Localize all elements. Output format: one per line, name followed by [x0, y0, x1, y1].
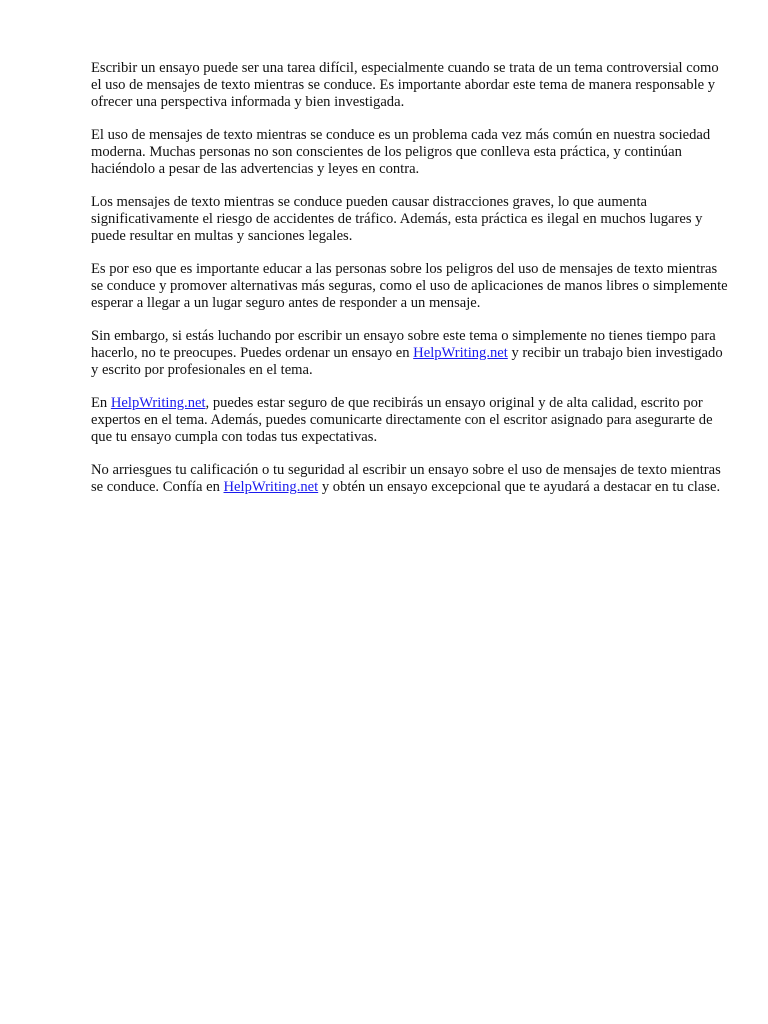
paragraph-text-before: En [91, 395, 111, 411]
paragraph-text-after: y recibir un trabajo bien investigado y escrito por profesionales en el tema. [91, 345, 723, 378]
paragraph-order-essay [91, 328, 731, 379]
helpwriting-link[interactable]: HelpWriting.net [223, 479, 319, 495]
document-page [91, 60, 731, 512]
paragraph-closing [91, 462, 731, 496]
paragraph-risks: Los mensajes de texto mientras se conduce pueden causar distracciones graves, lo que aumenta significativamente el riesgo de accidentes de tráfico. Además, esta práctica es ilegal en muchos lugares y puede resultar en multas y sanciones legales. [91, 194, 703, 244]
paragraph-text-before: No arriesgues tu calificación o tu seguridad al escribir un ensayo sobre el uso de mensajes de texto mientras se conduce. Confía en [91, 462, 721, 495]
paragraph-education: Es por eso que es importante educar a las personas sobre los peligros del uso de mensajes de texto mientras se conduce y promover alternativas más seguras, como el uso de aplicaciones de manos libres o simplemente esperar a llegar a un lugar seguro antes de responder a un mensaje. [91, 261, 728, 311]
helpwriting-link[interactable]: HelpWriting.net [413, 345, 508, 361]
paragraph-text-after: , puedes estar seguro de que recibirás un ensayo original y de alta calidad, escrito por expertos en el tema. Además, puedes comunicarte directamente con el escritor asignado para asegurarte de que tu ensayo cumpla con todas tus expectativas. [91, 395, 713, 445]
paragraph-quality [91, 395, 731, 446]
paragraph-intro: Escribir un ensayo puede ser una tarea difícil, especialmente cuando se trata de un tema controversial como el uso de mensajes de texto mientras se conduce. Es importante abordar este tema de manera responsable y ofrecer una perspectiva informada y bien investigada. [91, 60, 719, 110]
paragraph-text-after: y obtén un ensayo excepcional que te ayudará a destacar en tu clase. [318, 479, 721, 495]
paragraph-text-before: Sin embargo, si estás luchando por escribir un ensayo sobre este tema o simplemente no tienes tiempo para hacerlo, no te preocupes. Puedes ordenar un ensayo en [91, 328, 716, 361]
paragraph-problem: El uso de mensajes de texto mientras se conduce es un problema cada vez más común en nuestra sociedad moderna. Muchas personas no son conscientes de los peligros que conlleva esta práctica, y continúan haciéndolo a pesar de las advertencias y leyes en contra. [91, 127, 711, 177]
helpwriting-link[interactable]: HelpWriting.net [110, 395, 206, 411]
